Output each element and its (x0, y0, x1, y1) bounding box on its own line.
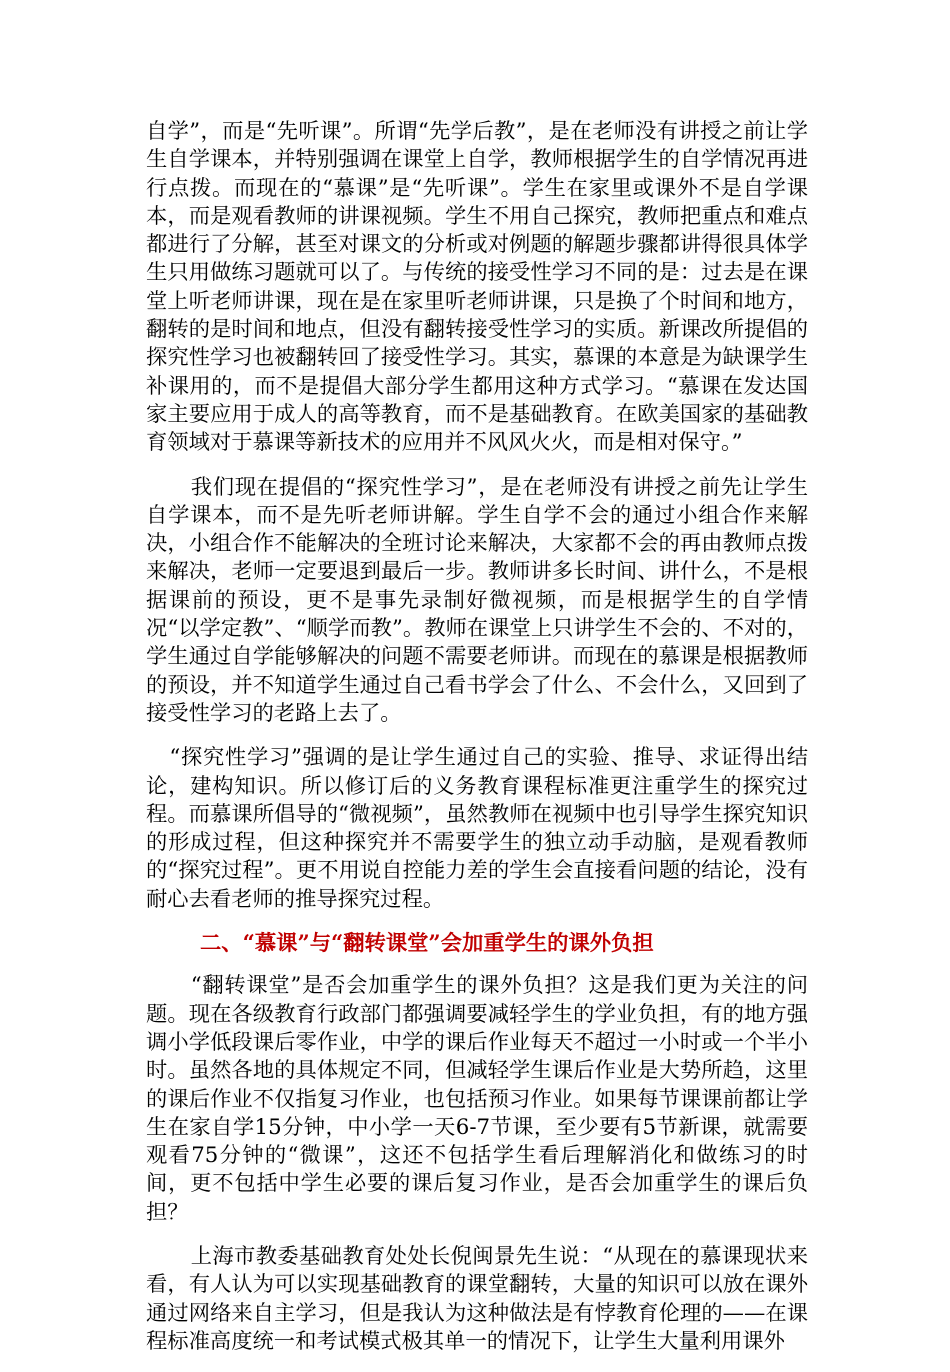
document-page (146, 118, 808, 1372)
paragraph-5: 上海市教委基础教育处处长倪闽景先生说：“从现在的慕课现状来看，有人认为可以实现基础教育的课堂翻转，大量的知识可以放在课外通过网络来自主学习，但是我认为这种做法是有悖教育伦理的——在课程标准高度统一和考试模式极其单一的情况下，让学生大量利用课外 (146, 1243, 808, 1354)
paragraph-2: 我们现在提倡的“探究性学习”，是在老师没有讲授之前先让学生自学课本，而不是先听老师讲解。学生自学不会的通过小组合作来解决，小组合作不能解决的全班讨论来解决，大家都不会的再由教师点拨来解决，老师一定要退到最后一步。教师讲多长时间、讲什么，不是根据课前的预设，更不是事先录制好微视频，而是根据学生的自学情况“以学定教”、“顺学而教”。教师在课堂上只讲学生不会的、不对的，学生通过自学能够解决的问题不需要老师讲。而现在的慕课是根据教师的预设，并不知道学生通过自己看书学会了什么、不会什么，又回到了接受性学习的老路上去了。 (146, 474, 808, 726)
section-heading: 二、“慕课”与“翻转课堂”会加重学生的课外负担 (200, 931, 654, 957)
paragraph-3: “探究性学习”强调的是让学生通过自己的实验、推导、求证得出结论，建构知识。所以修订后的义务教育课程标准更注重学生的探究过程。而慕课所倡导的“微视频”，虽然教师在视频中也引导学生探究知识的形成过程，但这种探究并不需要学生的独立动手动脑，是观看教师的“探究过程”。更不用说自控能力差的学生会直接看问题的结论，没有耐心去看老师的推导探究过程。 (146, 745, 808, 912)
paragraph-4: “翻转课堂”是否会加重学生的课外负担？这是我们更为关注的问题。现在各级教育行政部门都强调要减轻学生的学业负担，有的地方强调小学低段课后零作业，中学的课后作业每天不超过一小时或一个半小时。虽然各地的具体规定不同，但减轻学生课后作业是大势所趋，这里的课后作业不仅指复习作业，也包括预习作业。如果每节课课前都让学生在家自学15分钟，中小学一天6-7节课，至少要有5节新课，就需要观看75分钟的“微课”，这还不包括学生看后理解消化和做练习的时间，更不包括中学生必要的课后复习作业，是否会加重学生的课后负担？ (146, 973, 808, 1225)
paragraph-1: 自学”，而是“先听课”。所谓“先学后教”，是在老师没有讲授之前让学生自学课本，并特别强调在课堂上自学，教师根据学生的自学情况再进行点拨。而现在的“慕课”是“先听课”。学生在家里或课外不是自学课本，而是观看教师的讲课视频。学生不用自己探究，教师把重点和难点都进行了分解，甚至对课文的分析或对例题的解题步骤都讲得很具体学生只用做练习题就可以了。与传统的接受性学习不同的是：过去是在课堂上听老师讲课，现在是在家里听老师讲课，只是换了个时间和地方，翻转的是时间和地点，但没有翻转接受性学习的实质。新课改所提倡的探究性学习也被翻转回了接受性学习。其实，慕课的本意是为缺课学生补课用的，而不是提倡大部分学生都用这种方式学习。“慕课在发达国家主要应用于成人的高等教育，而不是基础教育。在欧美国家的基础教育领域对于慕课等新技术的应用并不风风火火，而是相对保守。” (146, 119, 808, 456)
